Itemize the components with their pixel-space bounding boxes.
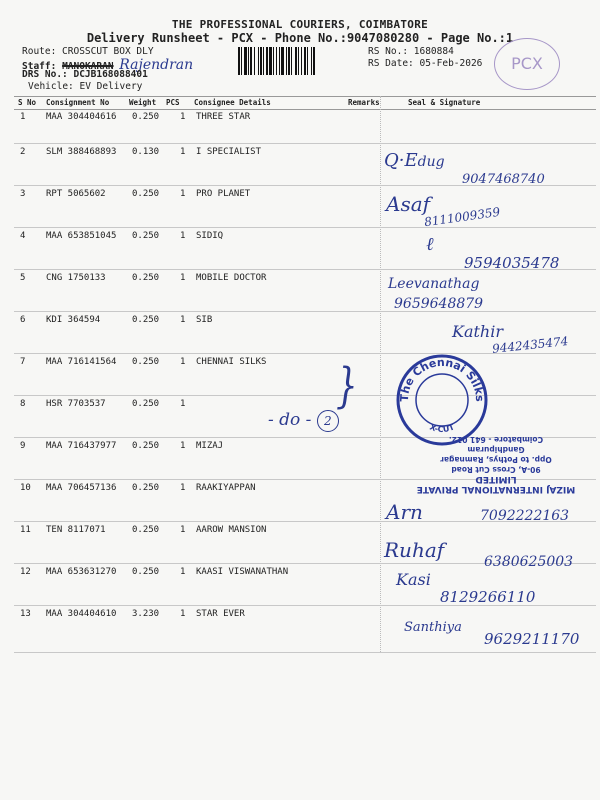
cell-consignee: KAASI VISWANATHAN <box>196 567 289 577</box>
seal-bottom-text: X-CUT <box>428 422 456 435</box>
cell-pcs: 1 <box>180 189 186 199</box>
mizaj-stamp <box>396 424 596 494</box>
staff-handwritten-name: Rajendran <box>119 57 194 73</box>
header-sno: S No <box>18 98 37 107</box>
cell-pcs: 1 <box>180 147 186 157</box>
cell-weight: 3.230 <box>132 609 160 619</box>
cell-sno: 11 <box>20 525 31 535</box>
cell-consignee: CHENNAI SILKS <box>196 357 267 367</box>
cell-pcs: 1 <box>180 525 186 535</box>
cell-consignee: SIB <box>196 315 213 325</box>
cell-consignment: MAA 716141564 <box>46 357 117 367</box>
cell-weight: 0.250 <box>132 567 160 577</box>
mizaj-stamp-line5: Coimbatore - 641 012. <box>448 435 544 444</box>
ditto-mark <box>268 410 339 432</box>
cell-sno: 10 <box>20 483 31 493</box>
header-consignment: Consignment No <box>46 98 110 107</box>
cell-weight: 0.250 <box>132 273 160 283</box>
rs-date: RS Date: 05-Feb-2026 <box>368 58 483 69</box>
cell-pcs: 1 <box>180 357 186 367</box>
cell-pcs: 1 <box>180 112 186 122</box>
cell-weight: 0.250 <box>132 231 160 241</box>
cell-consignment: HSR 7703537 <box>46 399 106 409</box>
ditto-text: - do - <box>268 410 312 430</box>
cell-consignee: MOBILE DOCTOR <box>196 273 267 283</box>
cell-consignment: MAA 304404610 <box>46 609 117 619</box>
document-title: THE PROFESSIONAL COURIERS, COIMBATORE <box>171 18 429 31</box>
cell-weight: 0.250 <box>132 315 160 325</box>
cell-sno: 8 <box>20 399 26 409</box>
phone-row13: 9629211170 <box>484 630 580 648</box>
staff-printed-name: MANOKARAN <box>62 61 114 72</box>
cell-consignee: I SPECIALIST <box>196 147 262 157</box>
mizaj-stamp-line3: Opp. to Pothys, Ramnagar <box>440 455 552 464</box>
mizaj-stamp-line1: MIZAJ INTERNATIONAL PRIVATE LIMITED <box>416 474 576 494</box>
cell-sno: 5 <box>20 273 26 283</box>
name-row12: Kasi <box>396 570 431 589</box>
cell-weight: 0.250 <box>132 189 160 199</box>
header-seal: Seal & Signature <box>408 98 481 107</box>
seal-top-text: The Chennai Silks <box>397 355 487 402</box>
mizaj-stamp-line2: 90-A, Cross Cut Road <box>451 465 541 474</box>
header-weight: Weight <box>129 98 157 107</box>
cell-weight: 0.130 <box>132 147 160 157</box>
table-row <box>14 185 596 228</box>
svg-text:The Chennai Silks <box>398 356 486 402</box>
cell-weight: 0.250 <box>132 399 160 409</box>
phone-row3: 8111009359 <box>423 204 501 230</box>
cell-consignee: STAR EVER <box>196 609 245 619</box>
cell-sno: 13 <box>20 609 31 619</box>
cell-consignment: KDI 364594 <box>46 315 101 325</box>
cell-sno: 9 <box>20 441 26 451</box>
drs-number: DRS No.: DCJB168088401 <box>22 69 148 80</box>
cell-consignee: SIDIQ <box>196 231 224 241</box>
cell-weight: 0.250 <box>132 525 160 535</box>
signature-row7: Kathir <box>452 322 503 341</box>
cell-consignment: SLM 388468893 <box>46 147 117 157</box>
cell-sno: 3 <box>20 189 26 199</box>
header-remarks: Remarks <box>348 98 380 107</box>
cell-pcs: 1 <box>180 315 186 325</box>
cell-weight: 0.250 <box>132 483 160 493</box>
rs-number: RS No.: 1680884 <box>368 46 454 57</box>
cell-consignee: RAAKIYAPPAN <box>196 483 256 493</box>
cell-sno: 4 <box>20 231 26 241</box>
signature-row5: Leevanathag <box>388 276 480 292</box>
mizaj-stamp-line4: Gandhipuram <box>467 445 525 454</box>
signature-row10: Arn <box>386 500 423 524</box>
cell-consignment: MAA 716437977 <box>46 441 117 451</box>
cell-consignment: CNG 1750133 <box>46 273 106 283</box>
cell-consignee: PRO PLANET <box>196 189 251 199</box>
route-line: Route: CROSSCUT BOX DLY <box>22 46 154 57</box>
phone-row7: 9442435474 <box>491 334 569 356</box>
cell-pcs: 1 <box>180 441 186 451</box>
cell-pcs: 1 <box>180 567 186 577</box>
phone-row12: 8129266110 <box>440 588 536 606</box>
cell-pcs: 1 <box>180 231 186 241</box>
phone-row2: 9047468740 <box>462 172 545 187</box>
cell-consignee: MIZAJ <box>196 441 224 451</box>
cell-consignee: AAROW MANSION <box>196 525 267 535</box>
table-row <box>14 269 596 312</box>
cell-consignee: THREE STAR <box>196 112 251 122</box>
cell-pcs: 1 <box>180 399 186 409</box>
staff-label: Staff: <box>22 61 57 72</box>
signature-row2: Q·Edug <box>384 150 445 171</box>
cell-sno: 7 <box>20 357 26 367</box>
cell-sno: 2 <box>20 147 26 157</box>
ditto-number: 2 <box>317 410 339 432</box>
phone-row6: 9659648879 <box>394 296 484 312</box>
phone-row11: 6380625003 <box>484 554 574 570</box>
signature-row3: Asaf <box>386 192 431 216</box>
ditto-brace: } <box>336 358 358 414</box>
cell-consignment: MAA 706457136 <box>46 483 117 493</box>
pcx-stamp: PCX <box>494 38 560 90</box>
signature-row11: Ruhaf <box>384 538 445 562</box>
cell-weight: 0.250 <box>132 357 160 367</box>
cell-sno: 6 <box>20 315 26 325</box>
cell-sno: 12 <box>20 567 31 577</box>
barcode <box>238 47 363 75</box>
header-consignee: Consignee Details <box>194 98 271 107</box>
cell-weight: 0.250 <box>132 441 160 451</box>
cell-consignment: MAA 304404616 <box>46 112 117 122</box>
vehicle-line: Vehicle: EV Delivery <box>28 81 143 92</box>
cell-weight: 0.250 <box>132 112 160 122</box>
cell-consignment: MAA 653851045 <box>46 231 117 241</box>
table-row <box>14 108 596 144</box>
cell-sno: 1 <box>20 112 26 122</box>
phone-row10: 7092222163 <box>480 508 570 524</box>
cell-pcs: 1 <box>180 609 186 619</box>
header-pcs: PCS <box>166 98 180 107</box>
cell-pcs: 1 <box>180 483 186 493</box>
name-row13: Santhiya <box>404 620 462 635</box>
phone-row4: 9594035478 <box>464 254 560 272</box>
document-subtitle: Delivery Runsheet - PCX - Phone No.:9047080280 - Page No.:1 <box>86 31 514 45</box>
cell-consignment: MAA 653631270 <box>46 567 117 577</box>
cell-consignment: RPT 5065602 <box>46 189 106 199</box>
cell-pcs: 1 <box>180 273 186 283</box>
signature-row4: ℓ <box>426 234 434 255</box>
cell-consignment: TEN 8117071 <box>46 525 106 535</box>
table-row <box>14 353 596 396</box>
